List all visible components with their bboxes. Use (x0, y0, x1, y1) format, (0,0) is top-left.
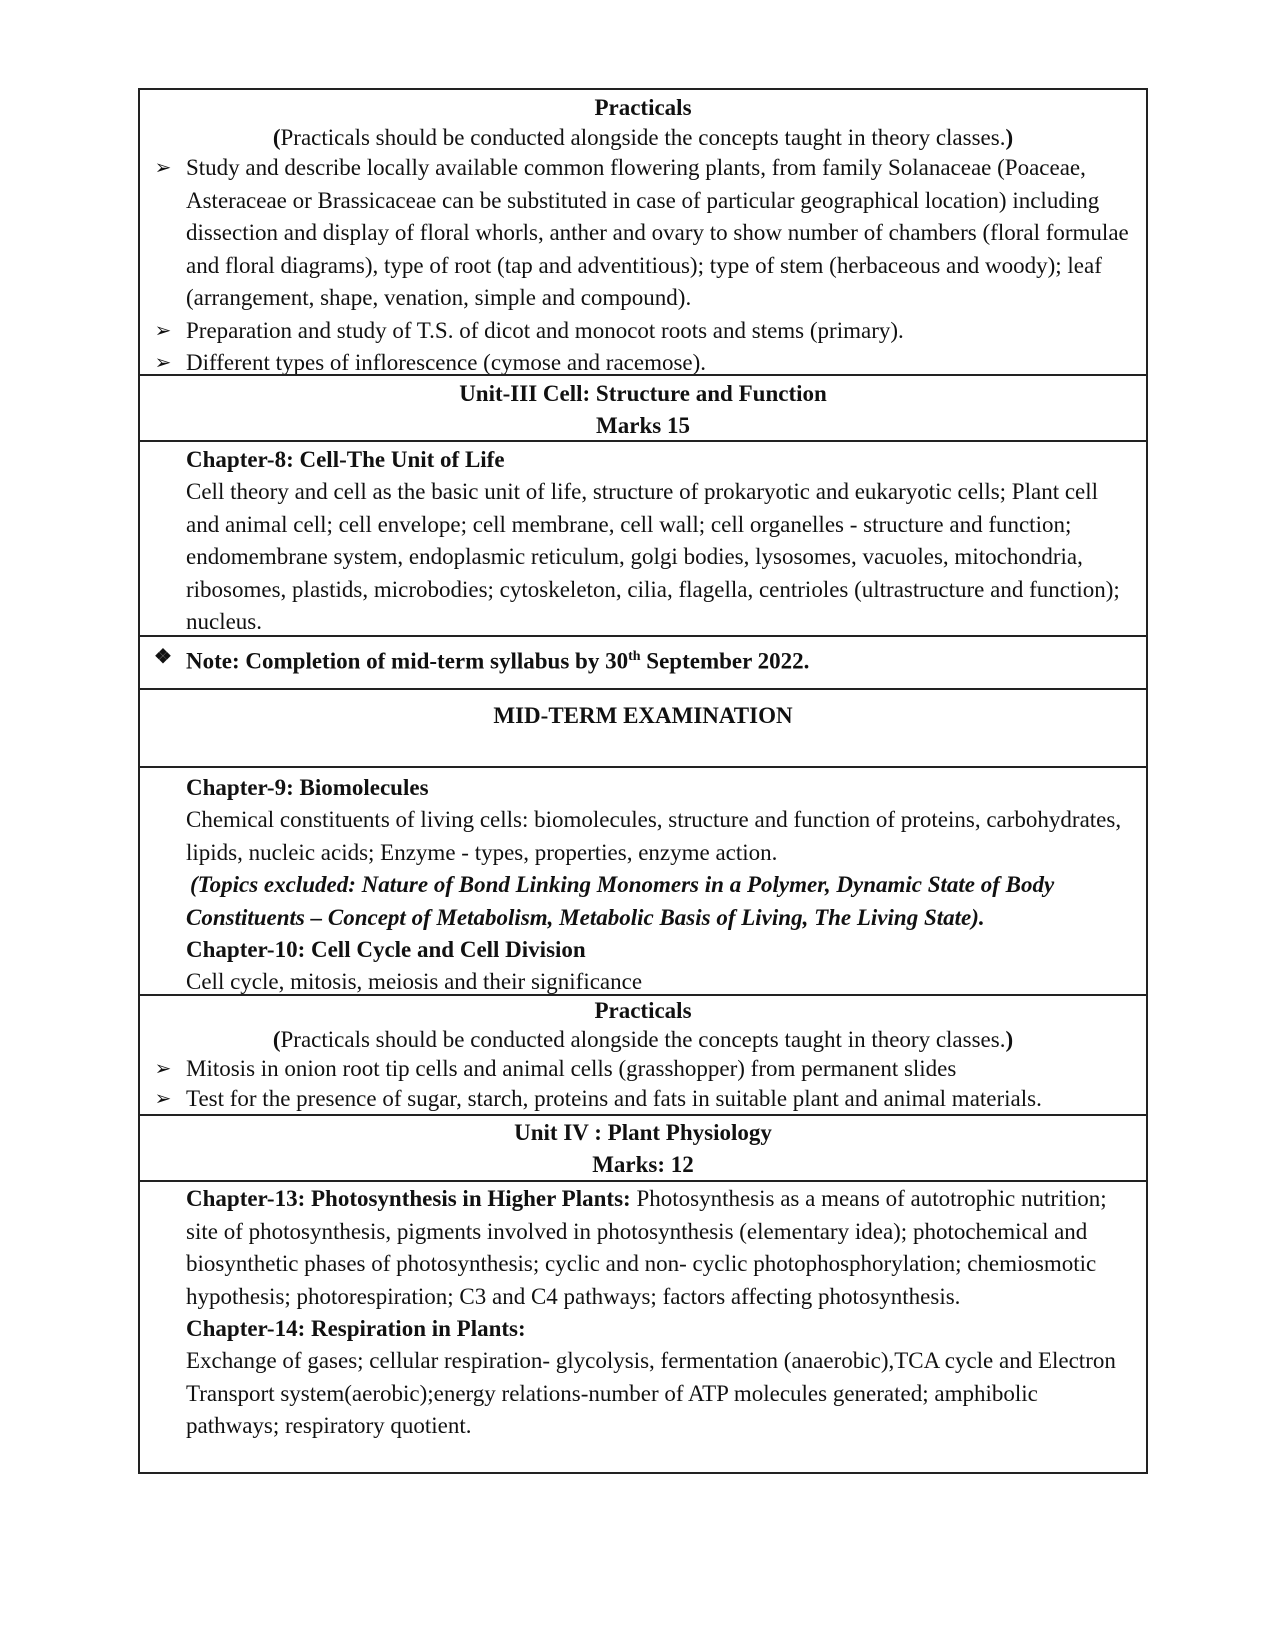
chapter-10-text: Cell cycle, mitosis, meiosis and their significance (186, 969, 643, 994)
arrow-bullet-icon: ➢ (154, 352, 172, 374)
chapter-8-text: Cell theory and cell as the basic unit of life, structure of prokaryotic and eukaryotic cells; Plant cell and animal cell; cell envelope; cell membrane, cell wall; cell organelles - structure and function; endomembrane system, endoplasmic reticulum, golgi bodies, lysosomes, vacuoles, mitochondria, ribosomes, plastids, microbodies; cytoskeleton, cilia, flagella, centrioles (ultrastructure and function); nucleus. (186, 479, 1120, 634)
list-item-text: Test for the presence of sugar, starch, proteins and fats in suitable plant and animal materials. (186, 1086, 1042, 1111)
chapter-9-10-section (138, 766, 1148, 996)
practicals-list (154, 152, 1132, 380)
unit-3-header (138, 374, 1148, 442)
list-item-text: Preparation and study of T.S. of dicot and monocot roots and stems (primary). (186, 317, 904, 343)
list-item (154, 152, 1132, 315)
practicals-heading: Practicals (594, 95, 692, 120)
arrow-bullet-icon: ➢ (154, 319, 172, 342)
practicals-note (154, 1026, 1132, 1054)
list-item (154, 1084, 1132, 1114)
arrow-bullet-icon: ➢ (154, 1058, 172, 1080)
practicals-list (154, 1054, 1132, 1114)
practicals-note-text: Practicals should be conducted alongside the concepts taught in theory classes. (280, 1027, 1006, 1052)
unit-4-marks: Marks: 12 (592, 1152, 694, 1177)
diamond-bullet-icon: ❖ (154, 646, 172, 668)
paren-open: ( (272, 1027, 281, 1052)
chapter-13-text: Photosynthesis as a means of autotrophic nutrition; site of photosynthesis, pigments involved in photosynthesis (elementary idea); photochemical and biosynthetic phases of photosynthesis; cyclic and non- cyclic photophosphorylation; chemiosmotic hypothesis; photorespiration; C3 and C4 pathways; factors affecting photosynthesis. (186, 1186, 1107, 1309)
list-item-text: Different types of inflorescence (cymose and racemose). (186, 350, 707, 375)
midterm-note-section (138, 635, 1148, 690)
arrow-bullet-icon: ➢ (154, 157, 172, 179)
unit-3-marks: Marks 15 (596, 413, 690, 438)
list-item (154, 315, 1132, 348)
chapter-9-text: Chemical constituents of living cells: biomolecules, structure and function of proteins, carbohydrates, lipids, nucleic acids; Enzyme - types, properties, enzyme action. (186, 807, 1122, 865)
chapter-9-excluded: (Topics excluded: Nature of Bond Linking Monomers in a Polymer, Dynamic State of Body Constituents – Concept of Metabolism, Metabolic Basis of Living, The Living State). (186, 872, 1055, 930)
chapter-13-block (186, 1183, 1132, 1313)
chapter-13-title: Chapter-13: Photosynthesis in Higher Plants: (186, 1186, 631, 1211)
practicals-heading: Practicals (594, 998, 692, 1023)
chapter-10-title: Chapter-10: Cell Cycle and Cell Division (186, 937, 586, 962)
practicals-section-2 (138, 994, 1148, 1116)
chapter-8-section (138, 440, 1148, 637)
chapter-14-title: Chapter-14: Respiration in Plants: (186, 1316, 526, 1341)
note-text-before: Note: Completion of mid-term syllabus by 30 (186, 648, 629, 674)
chapter-8-title: Chapter-8: Cell-The Unit of Life (186, 447, 505, 472)
note-superscript: th (628, 649, 641, 664)
note-text-after: September 2022. (640, 648, 810, 674)
practicals-note (154, 124, 1132, 152)
midterm-exam-section (138, 688, 1148, 768)
list-item (154, 1054, 1132, 1084)
chapter-9-title: Chapter-9: Biomolecules (186, 775, 429, 800)
unit-3-title: Unit-III Cell: Structure and Function (459, 381, 827, 406)
practicals-section-1 (138, 88, 1148, 376)
list-item-text: Study and describe locally available common flowering plants, from family Solanaceae (Poaceae, Asteraceae or Brassicaceae can be substituted in case of particular geographical location) including dissection and display of floral whorls, anther and ovary to show number of chambers (floral formulae and floral diagrams), type of root (tap and adventitious); type of stem (herbaceous and woody); leaf (arrangement, shape, venation, simple and compound). (186, 155, 1129, 310)
unit-4-header (138, 1114, 1148, 1182)
chapter-14-text: Exchange of gases; cellular respiration- glycolysis, fermentation (anaerobic),TCA cycle and Electron Transport system(aerobic);energy relations-number of ATP molecules generated; amphibolic pathways; respiratory quotient. (186, 1348, 1116, 1438)
paren-close: ) (1005, 1027, 1014, 1052)
midterm-note (154, 641, 1132, 678)
chapter-13-14-section (138, 1180, 1148, 1474)
arrow-bullet-icon: ➢ (154, 1088, 172, 1110)
practicals-note-text: Practicals should be conducted alongside the concepts taught in theory classes. (280, 125, 1006, 150)
list-item-text: Mitosis in onion root tip cells and animal cells (grasshopper) from permanent slides (186, 1056, 957, 1081)
paren-open: ( (272, 125, 281, 150)
midterm-exam-title: MID-TERM EXAMINATION (493, 703, 793, 728)
paren-close: ) (1005, 125, 1014, 150)
unit-4-title: Unit IV : Plant Physiology (514, 1120, 772, 1145)
